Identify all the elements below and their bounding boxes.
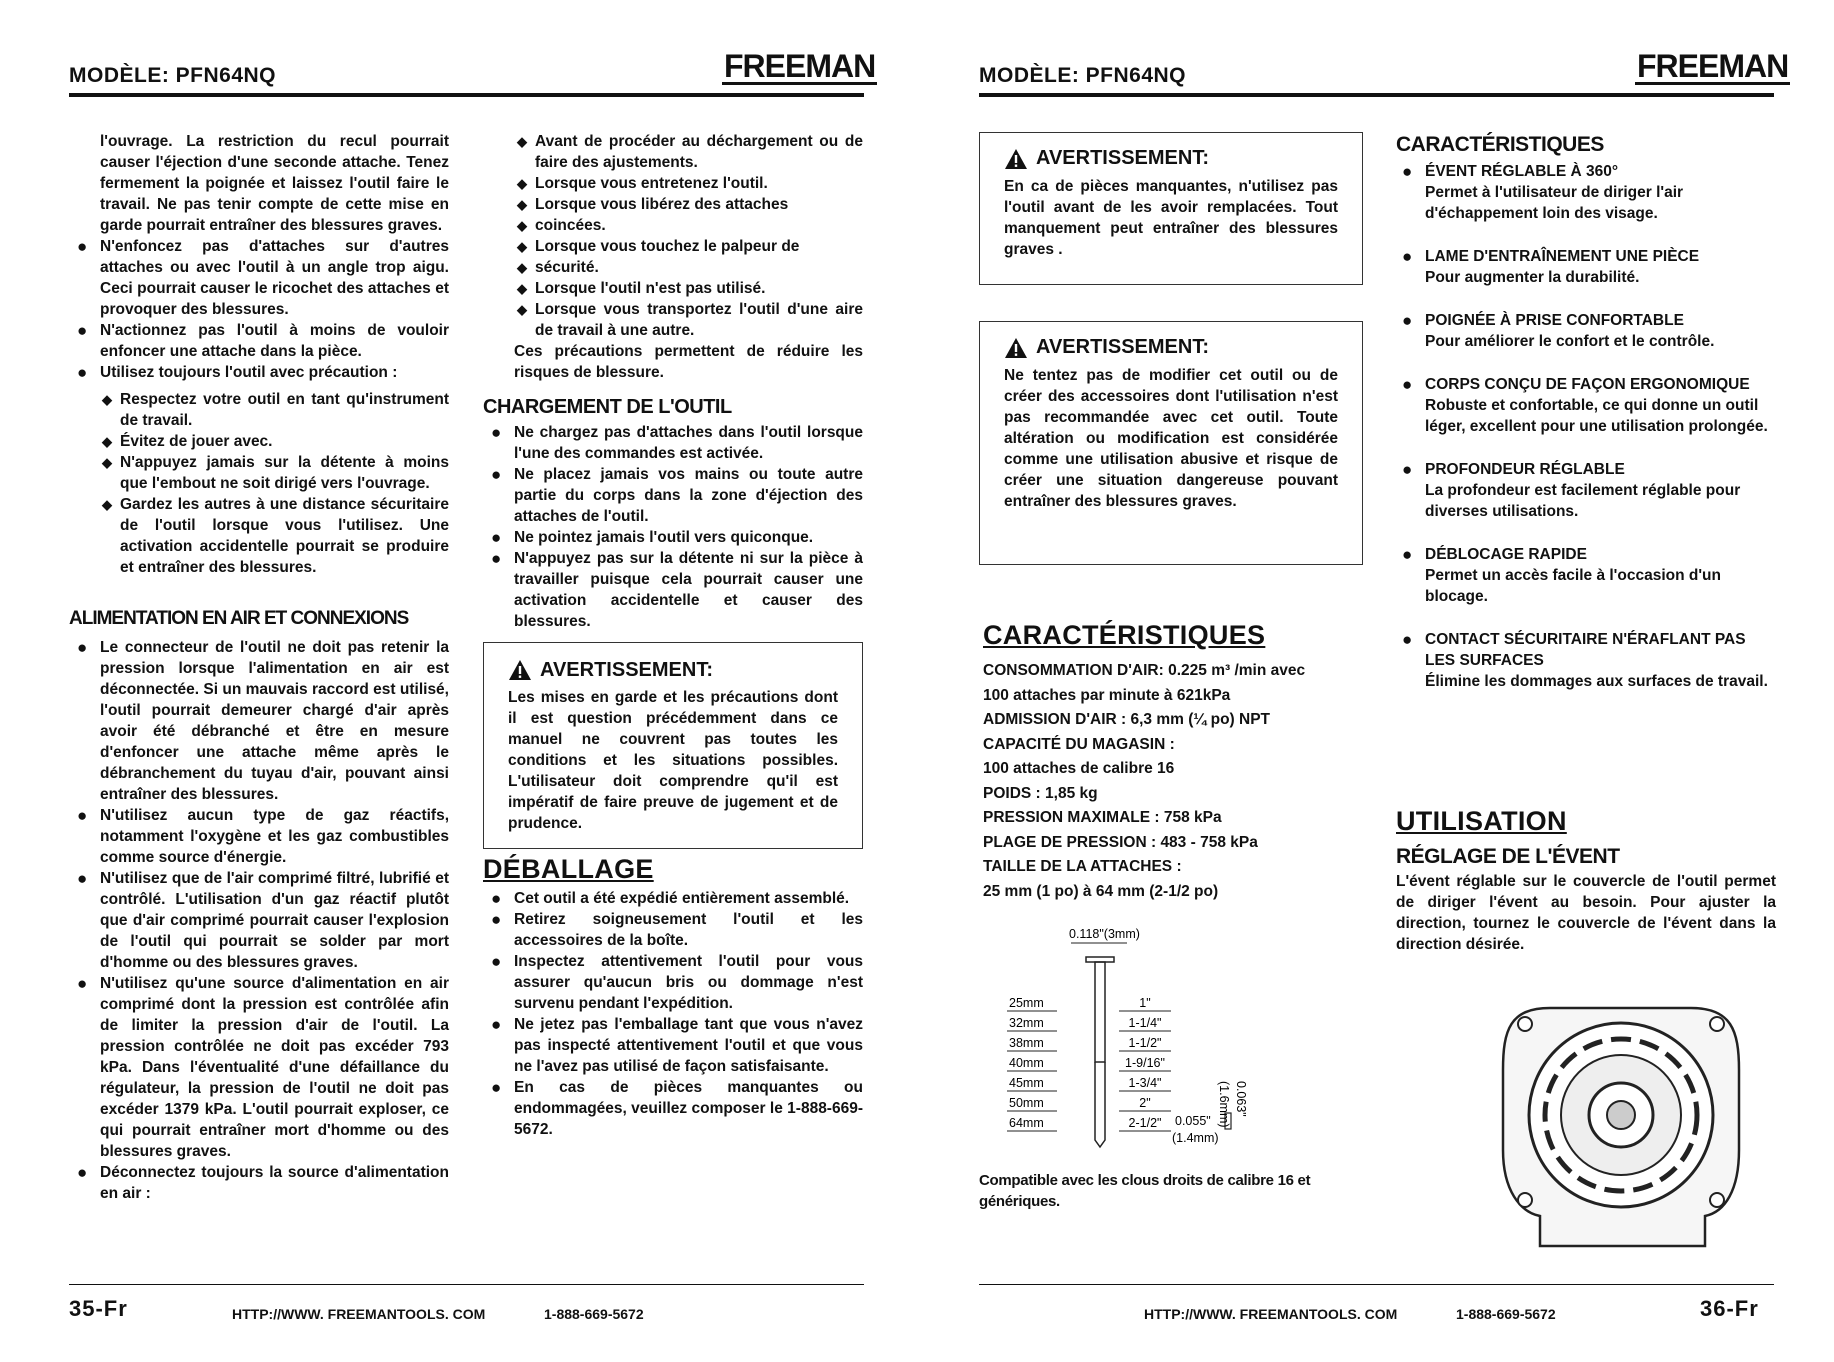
length-mm-label: 38mm <box>1009 1036 1044 1050</box>
bullet-item: ● Déconnectez toujours la source d'alimentation en air : <box>69 1162 449 1204</box>
page-number: 35-Fr <box>69 1296 128 1321</box>
feature-item <box>1396 544 1776 607</box>
spec-label: TAILLE DE LA ATTACHES : <box>983 858 1182 875</box>
feature-desc: Élimine les dommages aux surfaces de travail. <box>1425 673 1768 690</box>
length-mm-label: 64mm <box>1009 1116 1044 1130</box>
bullet-item: ● En cas de pièces manquantes ou endommagées, veuillez composer le 1-888-669-5672. <box>483 1077 863 1140</box>
nail-shank <box>1095 962 1105 1062</box>
spec-line <box>983 782 1363 807</box>
warning-text: En ca de pièces manquantes, n'utilisez pas l'outil avant de les avoir remplacées. Tout manquement peut entraîner des blessures graves . <box>1004 178 1338 258</box>
warning-title-text: AVERTISSEMENT: <box>1036 336 1209 358</box>
bullet-item: ● Utilisez toujours l'outil avec précaution : <box>69 362 449 383</box>
feature-item <box>1396 629 1776 692</box>
page-36 <box>917 0 1834 1362</box>
section-title-loading: CHARGEMENT DE L'OUTIL <box>483 396 732 418</box>
warning-icon <box>1004 148 1028 170</box>
feature-desc: Pour augmenter la durabilité. <box>1425 269 1640 286</box>
length-mm-label: 50mm <box>1009 1096 1044 1110</box>
diamond-item: ◆ Gardez les autres à une distance sécuritaire de l'outil lorsque vous l'utilisez. Une activation accidentelle pourrait se produire et entraîner des blessures. <box>69 494 449 578</box>
length-inch-label: 2-1/2" <box>1128 1116 1162 1130</box>
warning-title-text: AVERTISSEMENT: <box>1036 147 1209 169</box>
nail-caption: Compatible avec les clous droits de calibre 16 et génériques. <box>979 1172 1311 1210</box>
diamond-item: ◆ Avant de procéder au déchargement ou de faire des ajustements. <box>517 131 863 173</box>
bullet-item: ● N'actionnez pas l'outil à moins de vouloir enfoncer une attache dans la pièce. <box>69 320 449 362</box>
warning-icon <box>508 659 532 681</box>
spec-label: CAPACITÉ DU MAGASIN : <box>983 735 1175 753</box>
feature-item <box>1396 161 1776 224</box>
thickness-mm: (1.6mm) <box>1217 1081 1231 1128</box>
spec-value: 0.225 m³ /min avec <box>1168 662 1306 679</box>
footer-rule <box>979 1284 1774 1285</box>
length-inch-label: 1" <box>1139 996 1151 1010</box>
feature-item <box>1396 459 1776 522</box>
screw-icon <box>1710 1193 1724 1207</box>
features-title: CARACTÉRISTIQUES <box>1396 133 1604 156</box>
intro-text: l'ouvrage. La restriction du recul pourrait causer l'éjection d'une seconde attache. Tenez fermement la poignée et laissez l'outil faire le travail. Ne pas tenir compte de cette mise en garde pourrait entraîner des blessures graves. <box>100 133 449 234</box>
bullet-item: ● Cet outil a été expédié entièrement assemblé. <box>483 888 863 909</box>
bullet-item: ● N'utilisez aucun type de gaz réactifs, notamment l'oxygène et les gaz combustibles comme source d'énergie. <box>69 805 449 868</box>
spec-line: 100 attaches de calibre 16 <box>983 760 1175 777</box>
spec-value: 1,85 kg <box>1045 784 1098 802</box>
section-title-unpack: DÉBALLAGE <box>483 854 654 884</box>
screw-icon <box>1710 1017 1724 1031</box>
spec-line <box>983 855 1363 880</box>
warning-title <box>1004 336 1338 359</box>
bullet-item: ● Ne chargez pas d'attaches dans l'outil lorsque l'une des commandes est activée. <box>483 422 863 464</box>
warning-text: Les mises en garde et les précautions dont il est question précédemment dans ce manuel ne couvrent pas toutes les conditions et les situations possibles. L'utilisateur doit comprendre qu'il est impératif de faire preuve de jugement et de prudence. <box>508 689 838 832</box>
feature-item <box>1396 310 1776 352</box>
warning-box <box>979 132 1363 285</box>
header-rule <box>979 93 1774 97</box>
bullet-item: ● Le connecteur de l'outil ne doit pas retenir la pression lorsque l'alimentation en air est déconnectée. Si un mauvais raccord est utilisé, l'outil pourrait demeurer chargé d'air après avoir été débranché et être en mesure d'enfoncer une attache même après le débranchement du tuyau d'air, pouvant ainsi entraîner des blessures. <box>69 637 449 805</box>
feature-title: ● CORPS CONÇU DE FAÇON ERGONOMIQUE <box>1396 374 1776 395</box>
diamond-item: ◆ Lorsque l'outil n'est pas utilisé. <box>517 278 863 299</box>
feature-desc: Permet un accès facile à l'occasion d'un blocage. <box>1425 567 1721 605</box>
nail-width-label: 0.118"(3mm) <box>1069 927 1140 941</box>
model-heading: MODÈLE: PFN64NQ <box>69 64 277 87</box>
feature-title: ● POIGNÉE À PRISE CONFORTABLE <box>1396 310 1776 331</box>
length-inch-label: 2" <box>1139 1096 1151 1110</box>
nail-diagram <box>1007 925 1267 1150</box>
length-mm-label: 25mm <box>1009 996 1044 1010</box>
diamond-item: ◆ sécurité. <box>517 257 863 278</box>
spec-line <box>983 659 1363 684</box>
spec-label: CONSOMMATION D'AIR: <box>983 662 1164 679</box>
feature-desc: Robuste et confortable, ce qui donne un outil léger, excellent pour une utilisation prolongée. <box>1425 397 1768 435</box>
length-inch-label: 1-1/4" <box>1128 1016 1162 1030</box>
thickness-inch: 0.063" <box>1234 1081 1248 1117</box>
spec-label: PLAGE DE PRESSION : <box>983 833 1157 851</box>
usage-text: L'évent réglable sur le couvercle de l'outil permet de diriger l'évent au besoin. Pour ajuster la direction, tournez le couvercle de l'évent dans la direction désirée. <box>1396 873 1776 953</box>
feature-item <box>1396 374 1776 437</box>
specifications <box>983 620 1363 904</box>
spec-line <box>983 733 1363 758</box>
feature-title: ● CONTACT SÉCURITAIRE N'ÉRAFLANT PAS LES SURFACES <box>1396 629 1776 671</box>
length-mm-label: 32mm <box>1009 1016 1044 1030</box>
spec-line <box>983 831 1363 856</box>
feature-title: ● LAME D'ENTRAÎNEMENT UNE PIÈCE <box>1396 246 1776 267</box>
spec-line <box>983 708 1363 733</box>
diamond-item: ◆ Lorsque vous entretenez l'outil. <box>517 173 863 194</box>
diamond-item: ◆ coincées. <box>517 215 863 236</box>
length-inch-label: 1-3/4" <box>1128 1076 1162 1090</box>
feature-title: ● ÉVENT RÉGLABLE À 360° <box>1396 161 1776 182</box>
length-inch-label: 1-1/2" <box>1128 1036 1162 1050</box>
bullet-item: ● N'utilisez que de l'air comprimé filtré, lubrifié et contrôlé. L'utilisation d'un gaz réactif plutôt que d'air comprimé pourrait causer l'explosion de l'outil qui pourrait se solder par mort d'homme ou des blessures graves. <box>69 868 449 973</box>
spec-line: 100 attaches par minute à 621kPa <box>983 686 1231 704</box>
freeman-logo: FREEMAN <box>724 48 876 84</box>
diamond-item: ◆ N'appuyez jamais sur la détente à moins que l'embout ne soit dirigé vers l'ouvrage. <box>69 452 449 494</box>
length-inch-label: 1-9/16" <box>1125 1056 1165 1070</box>
diamond-item: ◆ Lorsque vous transportez l'outil d'une aire de travail à une autre. <box>517 299 863 341</box>
bullet-item: ● N'enfoncez pas d'attaches sur d'autres attaches ou avec l'outil à un angle trop aigu. Ceci pourrait causer le ricochet des attaches et provoquer des blessures. <box>69 236 449 320</box>
warning-title-text: AVERTISSEMENT: <box>540 658 713 681</box>
usage-title: UTILISATION <box>1396 806 1567 836</box>
bullet-item: ● Ne pointez jamais l'outil vers quiconque. <box>483 527 863 548</box>
model-heading: MODÈLE: PFN64NQ <box>979 64 1187 87</box>
header-rule <box>69 93 864 97</box>
feature-item <box>1396 246 1776 288</box>
inch-labels <box>1119 996 1171 1131</box>
page-number: 36-Fr <box>1700 1296 1759 1321</box>
footer-rule <box>69 1284 864 1285</box>
nail-tip <box>1095 1062 1105 1147</box>
warning-title <box>508 659 838 681</box>
diamond-item: ◆ Respectez votre outil en tant qu'instrument de travail. <box>69 389 449 431</box>
warning-title <box>1004 147 1338 170</box>
website-url: HTTP://WWW. FREEMANTOOLS. COM <box>232 1306 486 1322</box>
spec-line: 25 mm (1 po) à 64 mm (2-1/2 po) <box>983 882 1219 900</box>
mm-labels <box>1007 996 1057 1131</box>
freeman-logo: FREEMAN <box>1637 48 1789 84</box>
bullet-item: ● Retirez soigneusement l'outil et les accessoires de la boîte. <box>483 909 863 951</box>
spec-value: 758 kPa <box>1163 809 1222 826</box>
screw-icon <box>1518 1193 1532 1207</box>
diamond-item: ◆ Lorsque vous libérez des attaches <box>517 194 863 215</box>
spec-value: 483 - 758 kPa <box>1160 833 1258 851</box>
bullet-item: ● Ne placez jamais vos mains ou toute autre partie du corps dans la zone d'éjection des attaches de l'outil. <box>483 464 863 527</box>
column-2 <box>483 131 863 1140</box>
usage-section <box>1396 806 1776 955</box>
bullet-item: ● Inspectez attentivement l'outil pour vous assurer qu'aucun bris ou dommage n'est survenu pendant l'expédition. <box>483 951 863 1014</box>
width-mm: (1.4mm) <box>1172 1131 1219 1145</box>
usage-subtitle: RÉGLAGE DE L'ÉVENT <box>1396 845 1620 868</box>
width-inch: 0.055" <box>1175 1114 1211 1128</box>
feature-desc: Permet à l'utilisateur de diriger l'air d'échappement loin des visage. <box>1425 184 1684 222</box>
bullet-item: ● N'utilisez qu'une source d'alimentation en air comprimé dont la pression est contrôlée afin de limiter la pression d'air de l'outil. La pression contrôlée ne doit pas excéder 793 kPa. Dans l'éventualité d'une défaillance du régulateur, la pression de l'outil ne doit pas excéder 1379 kPa. L'outil pourrait exploser, ce qui pourrait entraîner mort d'homme ou des blessures graves. <box>69 973 449 1162</box>
features <box>1396 133 1776 714</box>
spec-label: ADMISSION D'AIR : <box>983 711 1127 728</box>
phone-number: 1-888-669-5672 <box>544 1306 644 1322</box>
bullet-item: ● N'appuyez pas sur la détente ni sur la pièce à travailler puisque cela pourrait causer une activation accidentelle et causer des blessures. <box>483 548 863 632</box>
column-1 <box>69 131 449 1204</box>
feature-desc: Pour améliorer le confort et le contrôle. <box>1425 333 1715 350</box>
tool-illustration <box>1495 1000 1745 1250</box>
website-url: HTTP://WWW. FREEMANTOOLS. COM <box>1144 1306 1398 1322</box>
spec-value: 6,3 mm (¼ po) NPT <box>1130 711 1271 728</box>
diamond-item: ◆ Lorsque vous touchez le palpeur de <box>517 236 863 257</box>
length-mm-label: 40mm <box>1009 1056 1044 1070</box>
phone-number: 1-888-669-5672 <box>1456 1306 1556 1322</box>
screw-icon <box>1518 1017 1532 1031</box>
specs-title: CARACTÉRISTIQUES <box>983 620 1266 650</box>
section-title-air: ALIMENTATION EN AIR ET CONNEXIONS <box>69 608 409 629</box>
feature-desc: La profondeur est facilement réglable pour diverses utilisations. <box>1425 482 1741 520</box>
warning-box <box>483 642 863 849</box>
feature-title: ● PROFONDEUR RÉGLABLE <box>1396 459 1776 480</box>
feature-title: ● DÉBLOCAGE RAPIDE <box>1396 544 1776 565</box>
warning-icon <box>1004 337 1028 359</box>
diamond-item: ◆ Évitez de jouer avec. <box>69 431 449 452</box>
center-bolt <box>1607 1101 1635 1129</box>
warning-box <box>979 321 1363 565</box>
bullet-item: ● Ne jetez pas l'emballage tant que vous n'avez pas inspecté attentivement l'outil et que vous ne l'avez pas utilisé de façon satisfaisante. <box>483 1014 863 1077</box>
length-mm-label: 45mm <box>1009 1076 1044 1090</box>
warning-text: Ne tentez pas de modifier cet outil ou de créer des accessoires dont l'utilisation n'est pas recommandée avec cet outil. Toute altération ou modification est considérée comme une utilisation abusive et risque de créer une situation dangereuse pouvant entraîner des blessures graves. <box>1004 367 1338 510</box>
precaution-note: Ces précautions permettent de réduire les risques de blessure. <box>514 343 863 381</box>
spec-line <box>983 806 1363 831</box>
spec-label: POIDS : <box>983 784 1041 802</box>
spec-label: PRESSION MAXIMALE : <box>983 809 1160 826</box>
